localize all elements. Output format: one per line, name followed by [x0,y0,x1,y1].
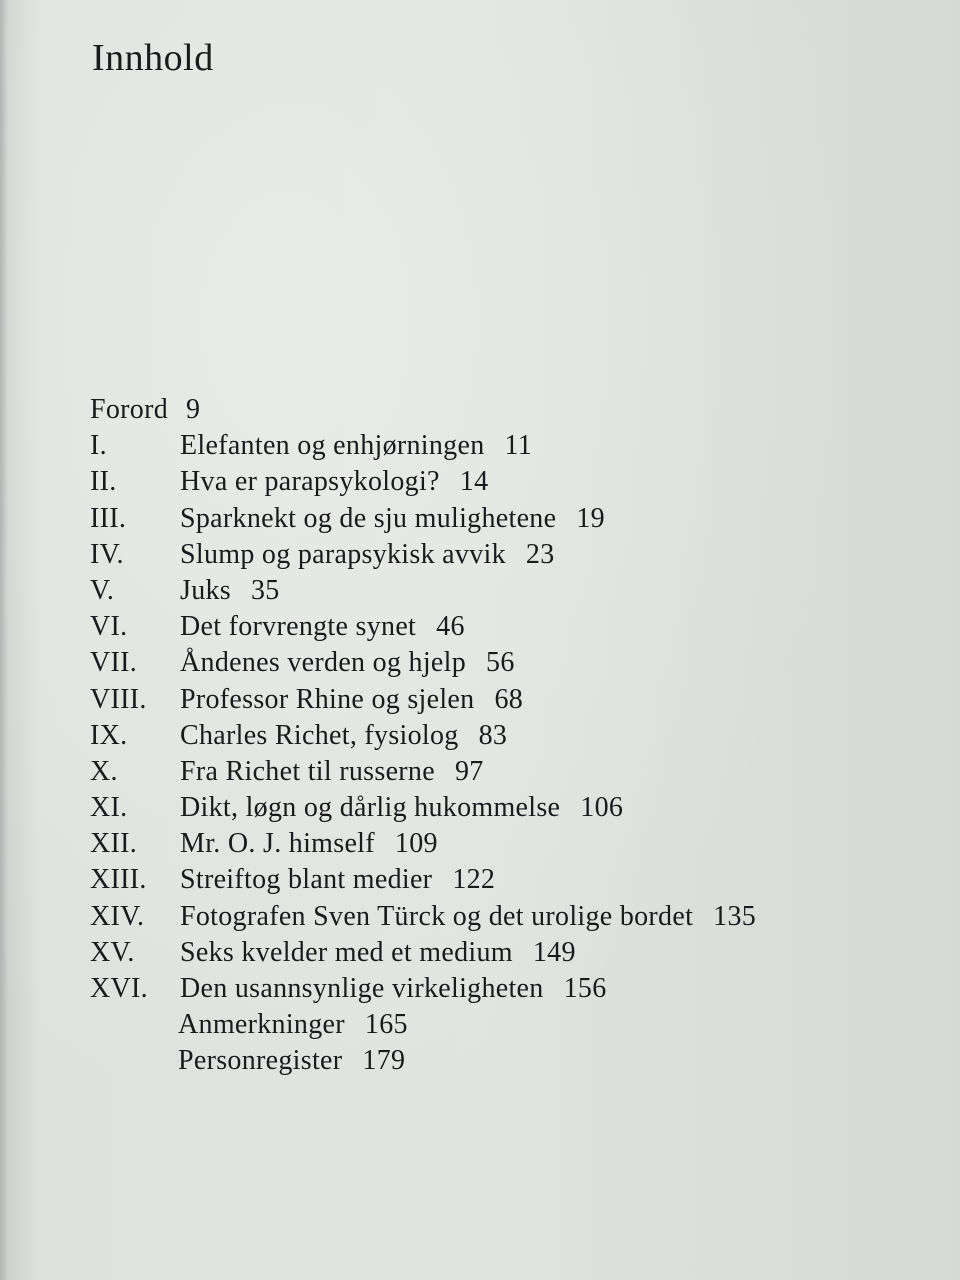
entry-page-number: 14 [459,466,489,498]
entry-title: Hva er parapsykologi? [180,466,440,498]
entry-title: Streiftog blant medier [180,864,433,896]
entry-page-number: 83 [478,719,508,751]
toc-entry-chapter [90,862,756,898]
toc-entry-chapter [90,682,756,718]
chapter-numeral: V. [90,574,115,606]
page-title: Innhold [92,37,214,79]
chapter-numeral: XV. [90,936,135,968]
entry-page-number: 9 [186,394,201,425]
entry-title: Mr. O. J. himself [180,828,375,860]
toc-entry-chapter [90,754,756,790]
chapter-numeral: VII. [90,647,138,679]
toc-entry-chapter [90,790,756,826]
entry-title: Forord [90,394,169,425]
chapter-numeral: III. [90,502,127,534]
entry-title: Det forvrengte synet [180,611,417,643]
entry-page-number: 11 [504,430,533,462]
entry-page-number: 23 [525,538,555,570]
chapter-numeral: VIII. [90,683,147,715]
entry-page-number: 179 [362,1045,406,1077]
chapter-numeral: XIII. [90,864,147,896]
entry-title: Åndenes verden og hjelp [180,647,467,679]
entry-page-number: 135 [713,900,757,932]
entry-title: Fra Richet til russerne [180,755,435,787]
toc-entry-chapter [90,501,756,537]
entry-title: Den usannsynlige virkeligheten [180,973,544,1004]
chapter-numeral: XIV. [90,900,145,932]
chapter-numeral: XII. [90,828,138,860]
toc-entry-back-matter [90,1007,756,1043]
entry-title: Fotografen Sven Türck og det urolige bordet [180,900,694,932]
chapter-numeral: IV. [90,538,124,570]
chapter-numeral: XI. [90,792,128,824]
toc-entry-chapter [90,935,756,971]
numeral-spacer [90,1007,178,1043]
toc-entry-chapter [90,537,756,573]
toc-entry-chapter [90,718,756,754]
toc-entry-chapter [90,573,756,609]
table-of-contents [90,392,756,1080]
entry-page-number: 122 [452,864,496,896]
entry-title: Sparknekt og de sju mulighetene [180,502,557,534]
entry-page-number: 35 [251,574,280,606]
entry-page-number: 149 [532,936,576,968]
entry-page-number: 68 [494,683,524,715]
entry-page-number: 19 [576,502,605,534]
chapter-numeral: II. [90,466,117,498]
entry-title: Seks kvelder med et medium [180,936,513,968]
entry-title: Charles Richet, fysiolog [180,719,459,751]
chapter-numeral: IX. [90,719,128,751]
toc-entry-chapter [90,609,756,645]
toc-entry-preface [90,392,756,428]
entry-title: Personregister [178,1045,343,1077]
entry-page-number: 109 [394,828,438,860]
toc-entry-chapter [90,645,756,681]
numeral-spacer [90,1043,178,1079]
entry-page-number: 106 [580,792,624,824]
entry-title: Dikt, løgn og dårlig hukommelse [180,792,561,824]
entry-page-number: 156 [563,973,607,1004]
entry-title: Slump og parapsykisk avvik [180,538,506,570]
toc-entry-chapter [90,464,756,500]
chapter-numeral: XVI. [90,973,148,1004]
chapter-numeral: I. [90,430,107,462]
toc-entry-chapter [90,826,756,862]
entry-title: Anmerkninger [178,1009,345,1041]
chapter-numeral: X. [90,755,118,787]
entry-page-number: 165 [364,1009,408,1041]
toc-entry-chapter [90,428,756,464]
entry-title: Professor Rhine og sjelen [180,683,475,715]
entry-page-number: 46 [436,611,465,643]
entry-page-number: 97 [454,755,484,787]
entry-title: Juks [180,574,231,606]
toc-entry-chapter [90,899,756,935]
page-gutter-shadow [0,0,8,1280]
toc-entry-back-matter [90,1043,756,1079]
chapter-numeral: VI. [90,611,128,643]
toc-entry-chapter [90,971,756,1007]
entry-page-number: 56 [486,647,515,679]
entry-title: Elefanten og enhjørningen [180,430,485,462]
